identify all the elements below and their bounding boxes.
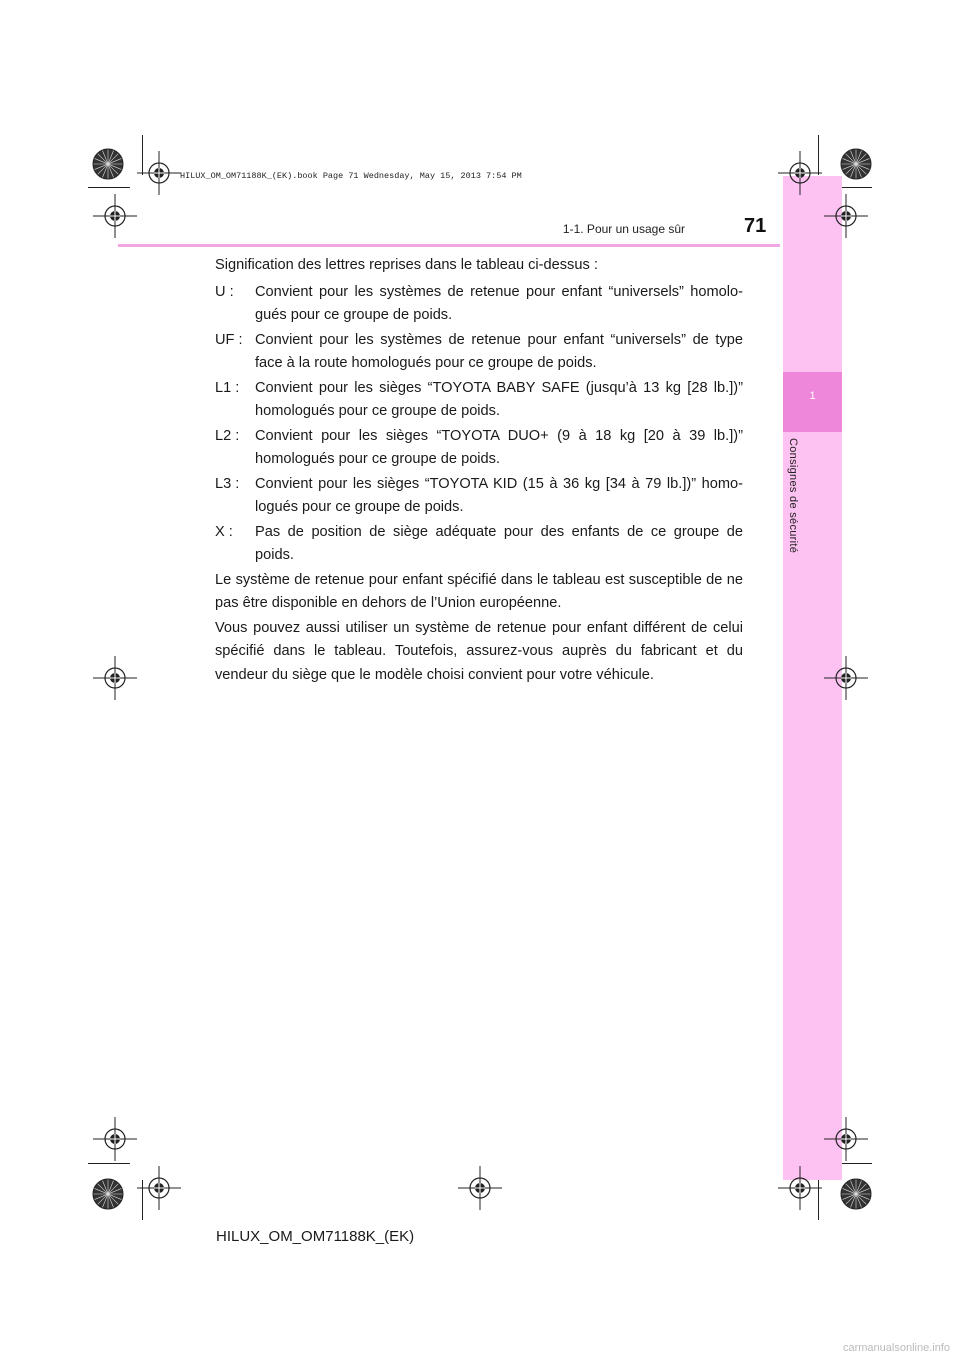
body-paragraph: Vous pouvez aussi utiliser un système de retenue pour enfant différent de celui spécifié dans le tableau. Toutefois, assurez-vous auprès du fabricant et du vendeur du siège que le modèle choisi convient pour votre véhicule. bbox=[215, 619, 743, 683]
chapter-number: 1 bbox=[809, 390, 816, 402]
chapter-title bbox=[787, 438, 807, 598]
watermark: carmanualsonline.info bbox=[842, 1342, 950, 1354]
body-paragraph: Le système de retenue pour enfant spécifié dans le tableau est susceptible de ne pas être disponible en dehors de l’Union européenne. bbox=[215, 571, 743, 611]
crosshair-registration-icon bbox=[134, 1163, 184, 1213]
header-rule bbox=[118, 244, 780, 247]
definition-item bbox=[215, 425, 743, 472]
starburst-registration-icon bbox=[88, 144, 128, 184]
starburst-registration-icon bbox=[836, 1174, 876, 1214]
definition-item bbox=[215, 281, 743, 328]
definition-item bbox=[215, 377, 743, 424]
starburst-registration-icon bbox=[88, 1174, 128, 1214]
crosshair-registration-icon bbox=[90, 653, 140, 703]
definition-item bbox=[215, 521, 743, 568]
definition-code: L2 : bbox=[215, 427, 240, 444]
definition-code: UF : bbox=[215, 331, 243, 348]
definition-text: Convient pour les systèmes de retenue pour enfant “universels” de type face à la route homologués pour ce groupe de poids. bbox=[255, 331, 743, 371]
chapter-tab-highlight bbox=[783, 372, 842, 432]
crosshair-registration-icon bbox=[134, 148, 184, 198]
definition-code: U : bbox=[215, 283, 234, 300]
main-content bbox=[215, 254, 743, 687]
page-number: 71 bbox=[744, 215, 767, 237]
section-title: 1-1. Pour un usage sûr bbox=[562, 222, 685, 236]
crosshair-registration-icon bbox=[90, 1114, 140, 1164]
chapter-title-text: Consignes de sécurité bbox=[787, 438, 799, 554]
crosshair-registration-icon bbox=[455, 1163, 505, 1213]
file-stamp: HILUX_OM_OM71188K_(EK).book Page 71 Wednesday, May 15, 2013 7:54 PM bbox=[180, 171, 522, 181]
crosshair-registration-icon bbox=[775, 148, 825, 198]
definition-code: X : bbox=[215, 523, 233, 540]
definition-text: Convient pour les sièges “TOYOTA DUO+ (9 à 18 kg [20 à 39 lb.])” homologués pour ce groupe de poids. bbox=[255, 427, 743, 467]
definition-code: L1 : bbox=[215, 379, 240, 396]
definition-text: Convient pour les systèmes de retenue pour enfant “universels” homologués pour ce groupe de poids. bbox=[255, 283, 743, 323]
definition-item bbox=[215, 473, 743, 520]
definition-item bbox=[215, 329, 743, 376]
crosshair-registration-icon bbox=[821, 653, 871, 703]
definition-text: Convient pour les sièges “TOYOTA KID (15 à 36 kg [34 à 79 lb.])” homologués pour ce groupe de poids. bbox=[255, 475, 743, 515]
crosshair-registration-icon bbox=[775, 1163, 825, 1213]
footer-code: HILUX_OM_OM71188K_(EK) bbox=[216, 1228, 415, 1245]
crosshair-registration-icon bbox=[821, 1114, 871, 1164]
crosshair-registration-icon bbox=[90, 191, 140, 241]
definition-text: Pas de position de siège adéquate pour des enfants de ce groupe de poids. bbox=[255, 523, 743, 563]
crosshair-registration-icon bbox=[821, 191, 871, 241]
starburst-registration-icon bbox=[836, 144, 876, 184]
definition-text: Convient pour les sièges “TOYOTA BABY SAFE (jusqu’à 13 kg [28 lb.])” homologués pour ce groupe de poids. bbox=[255, 379, 743, 419]
intro-text: Signification des lettres reprises dans le tableau ci-dessus : bbox=[215, 257, 598, 273]
definition-code: L3 : bbox=[215, 475, 240, 492]
